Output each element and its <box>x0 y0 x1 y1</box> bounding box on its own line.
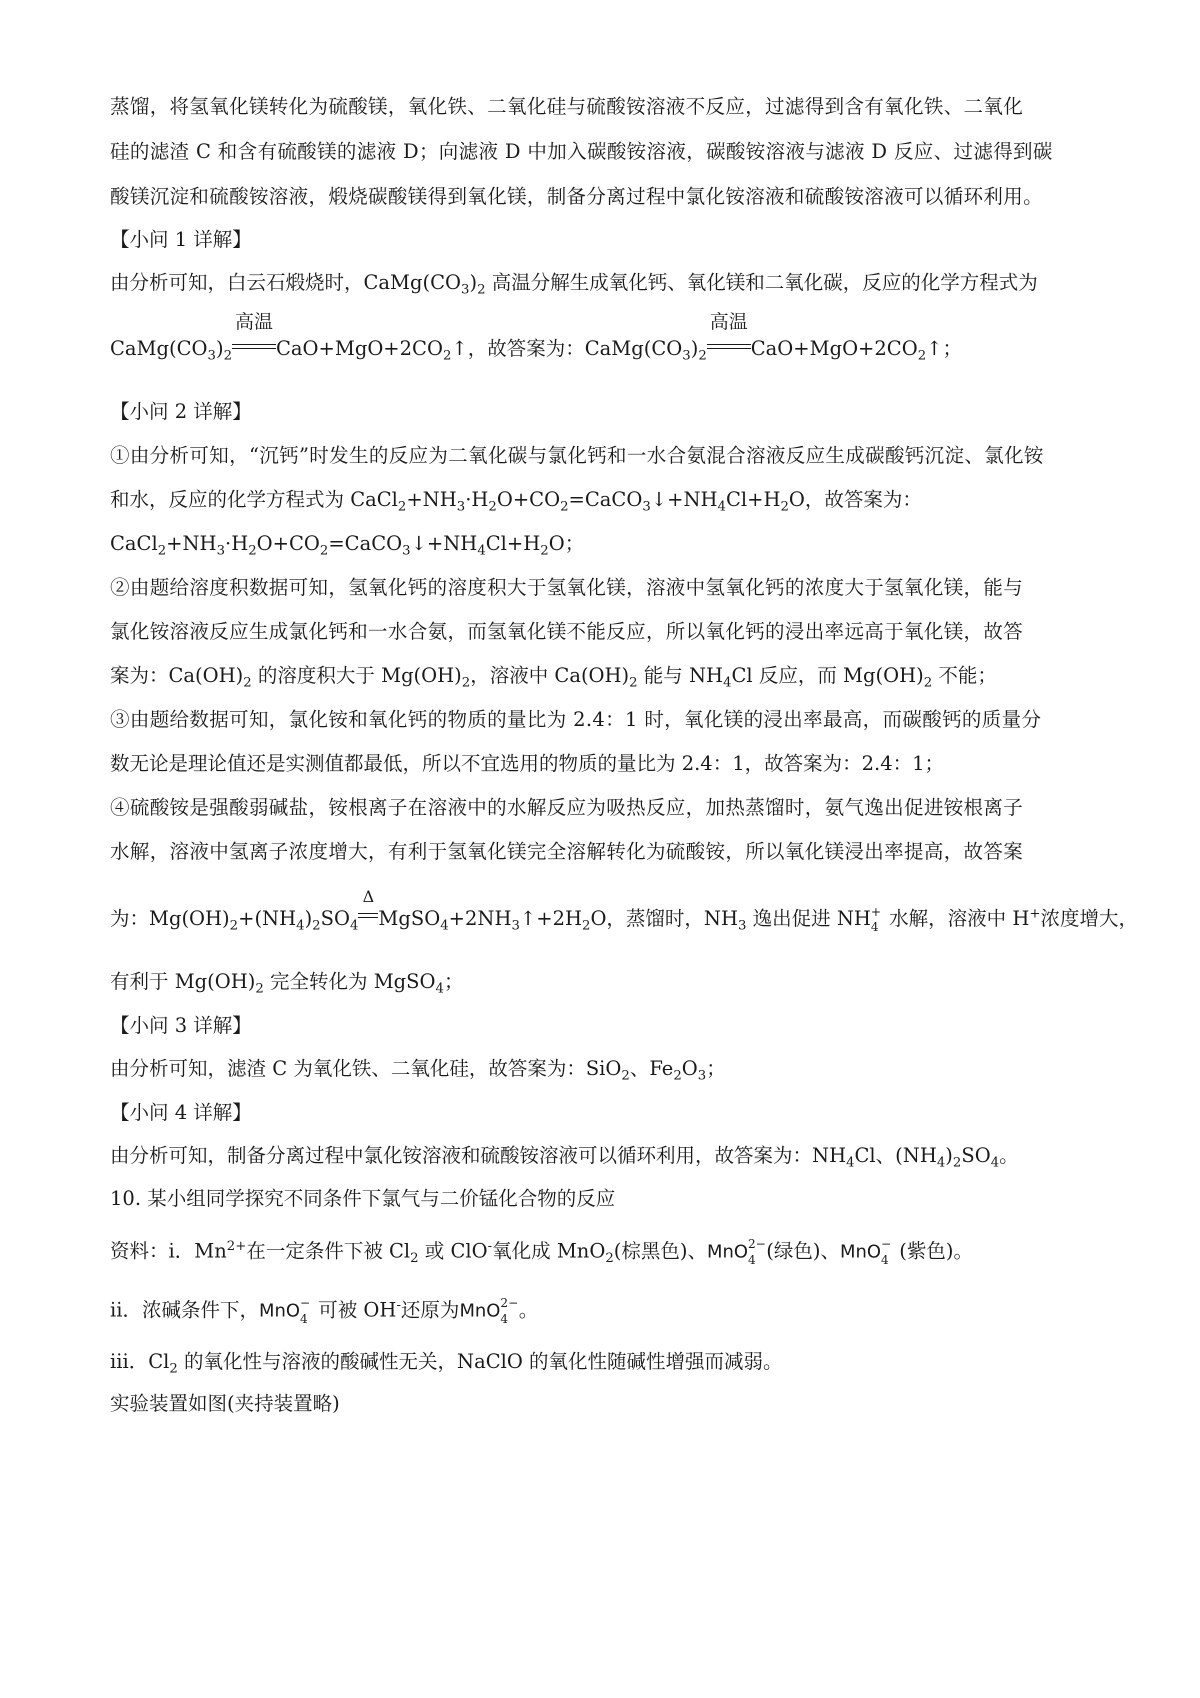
material-item-ii: ii．浓碱条件下，MnO − 4 可被 OH-还原为MnO 2− 4 。 <box>110 1296 539 1326</box>
reaction-condition: Δ <box>358 905 378 925</box>
answer-line: ①由分析可知，“沉钙”时发生的反应为二氧化碳与氯化钙和一水合氨混合溶液反应生成碳酸钙沉淀、氯化铵 <box>110 444 1044 467</box>
paragraph-line: 硅的滤渣 C 和含有硫酸镁的滤液 D；向滤液 D 中加入碳酸铵溶液，碳酸铵溶液与滤液 D 反应、过滤得到碳 <box>110 140 1053 163</box>
setup-caption: 实验装置如图(夹持装置略) <box>110 1392 340 1415</box>
answer-line: 氯化铵溶液反应生成氯化钙和一水合氨，而氢氧化镁不能反应，所以氧化钙的浸出率远高于氧化镁，故答 <box>110 620 1024 643</box>
answer-line: ②由题给溶度积数据可知，氢氧化钙的溶度积大于氢氧化镁，溶液中氢氧化钙的浓度大于氢氧化镁，能与 <box>110 576 1024 599</box>
section-heading-q3: 【小问 3 详解】 <box>110 1014 252 1037</box>
answer-line: 数无论是理论值还是实测值都最低，所以不宜选用的物质的量比为 2.4：1，故答案为：2.4：1； <box>110 752 945 775</box>
reaction-condition: 高温 <box>707 335 751 355</box>
answer-line: 案为：$Ca(OH)_2$ 的溶度积大于 $Mg(OH)_2$，溶液中 $Ca(OH)_2$ 能与 $NH_4Cl$ 反应，而 $Mg(OH)_2$ 不能； <box>110 664 997 691</box>
answer-line: 由分析可知，制备分离过程中氯化铵溶液和硫酸铵溶液可以循环利用，故答案为：$NH_4Cl$、$(NH_4)_2SO_4$。 <box>110 1144 1019 1171</box>
section-heading-q4: 【小问 4 详解】 <box>110 1101 252 1124</box>
answer-line: 由分析可知，滤渣 C 为氧化铁、二氧化硅，故答案为：SiO$_2$、$Fe_2O_3$； <box>110 1057 726 1084</box>
material-item-iii: iii．$Cl_2$ 的氧化性与溶液的酸碱性无关，NaClO 的氧化性随碱性增强而减弱。 <box>110 1350 783 1377</box>
material-item-i: 资料：i．$Mn^{2+}$在一定条件下被 $Cl_2$ 或 ClO-氧化成 MnO$_2$(棕黑色)、MnO 2− 4 (绿色)、MnO − 4 (紫色)。 <box>110 1237 973 1267</box>
equation-line: $CaMg(CO_3)_2$ 高温 $CaO+MgO+2CO_2↑$，故答案为：$CaMg(CO_3)_2$ 高温 $CaO+MgO+2CO_2↑$； <box>110 311 962 364</box>
answer-line: 水解，溶液中氢离子浓度增大，有利于氢氧化镁完全溶解转化为硫酸铵，所以氧化镁浸出率提高，故答案 <box>110 840 1024 863</box>
reaction-condition: 高温 <box>232 335 276 355</box>
answer-line: 和水，反应的化学方程式为 $CaCl_2+NH_3\cdot H_2O+CO_2=CaCO_3↓+NH_4Cl+H_2O$，故答案为： <box>110 488 922 515</box>
paragraph-line: 酸镁沉淀和硫酸铵溶液，煅烧碳酸镁得到氧化镁，制备分离过程中氯化铵溶液和硫酸铵溶液可以循环利用。 <box>110 185 1043 208</box>
section-heading-q2: 【小问 2 详解】 <box>110 400 252 423</box>
answer-line: 有利于 $Mg(OH)_2$ 完全转化为 MgSO$_4$； <box>110 970 464 997</box>
section-heading-q1: 【小问 1 详解】 <box>110 228 252 251</box>
answer-line: $CaCl_2+NH_3\cdot H_2O+CO_2=CaCO_3↓+NH_4Cl+H_2O$； <box>110 532 585 559</box>
answer-line: ③由题给数据可知，氯化铵和氧化钙的物质的量比为 2.4：1 时，氧化镁的浸出率最高，而碳酸钙的质量分 <box>110 708 1042 731</box>
answer-line: 由分析可知，白云石煅烧时，$CaMg(CO_3)_2$ 高温分解生成氧化钙、氧化镁和二氧化碳，反应的化学方程式为 <box>110 271 1038 298</box>
answer-line: ④硫酸铵是强酸弱碱盐，铵根离子在溶液中的水解反应为吸热反应，加热蒸馏时，氨气逸出促进铵根离子 <box>110 796 1024 819</box>
equation-line: 为：$Mg(OH)_2+(NH_4)_2SO_4$ Δ $MgSO_4+2NH_3↑+2H_2O$，蒸馏时，$NH_3$ 逸出促进 NH + 4 水解，溶液中 H+浓度增大， <box>110 887 1139 935</box>
question-title: 10. 某小组同学探究不同条件下氯气与二价锰化合物的反应 <box>110 1187 616 1210</box>
paragraph-line: 蒸馏，将氢氧化镁转化为硫酸镁，氧化铁、二氧化硅与硫酸铵溶液不反应，过滤得到含有氧化铁、二氧化 <box>110 95 1024 118</box>
